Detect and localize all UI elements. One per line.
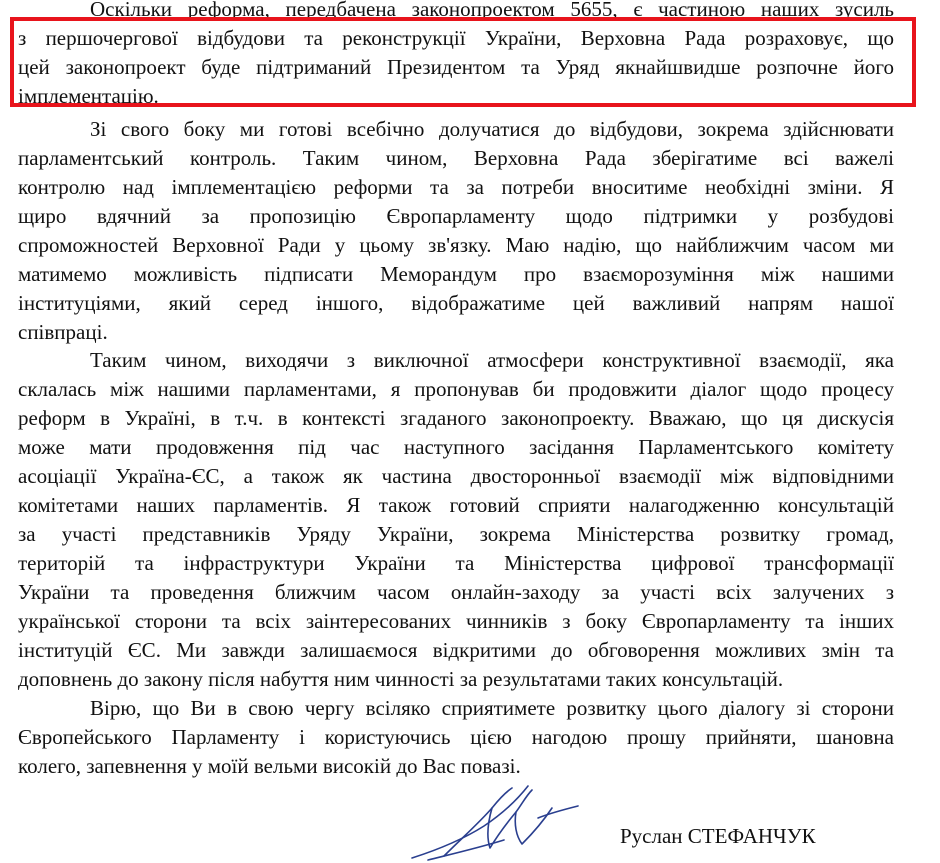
paragraph-3-line-10: української сторони та всіх заінтересованих чинників з боку Європарламенту та інших [18, 609, 894, 633]
highlight-box [10, 17, 916, 107]
paragraph-2-line-5: спроможностей Верховної Ради у цьому зв'язку. Маю надію, що найближчим часом ми [18, 233, 894, 257]
paragraph-1-line-2: з першочергової відбудови та реконструкції України, Верховна Рада розраховує, що [18, 26, 894, 50]
paragraph-3-line-7: за участі представників Уряду України, зокрема Міністерства розвитку громад, [18, 522, 894, 546]
paragraph-3-line-9: України та проведення ближчим часом онлайн-заходу за участі всіх залучених з [18, 580, 894, 604]
paragraph-4-line-2: Європейського Парламенту і користуючись цією нагодою прошу прийняти, шановна [18, 725, 894, 749]
paragraph-3-line-11: інституцій ЄС. Ми завжди залишаємося відкритими до обговорення можливих змін та [18, 638, 894, 662]
paragraph-3-line-3: реформ в Україні, в т.ч. в контексті згаданого законопроекту. Вважаю, що ця дискусія [18, 406, 894, 430]
paragraph-2-line-6: матимемо можливість підписати Меморандум про взаєморозуміння між нашими [18, 262, 894, 286]
paragraph-2-line-7: інституціями, який серед іншого, відображатиме цей важливий напрям нашої [18, 291, 894, 315]
paragraph-3-line-5: асоціації Україна-ЄС, а також як частина двосторонньої взаємодії між відповідними [18, 464, 894, 488]
paragraph-3-line-6: комітетами наших парламентів. Я також готовий сприяти налагодженню консультацій [18, 493, 894, 517]
paragraph-3-line-1: Таким чином, виходячи з виключної атмосфери конструктивної взаємодії, яка [90, 348, 894, 372]
paragraph-3-line-8: територій та інфраструктури України та Міністерства цифрової трансформації [18, 551, 894, 575]
paragraph-2-line-4: щиро вдячний за пропозицію Європарламенту щодо підтримки у розбудові [18, 204, 894, 228]
paragraph-3-line-12: доповнень до закону після набуття ним чинності за результатами таких консультацій. [18, 667, 784, 691]
paragraph-2-line-8: співпраці. [18, 320, 108, 344]
paragraph-2-line-1: Зі свого боку ми готові всебічно долучатися до відбудови, зокрема здійснювати [90, 117, 894, 141]
paragraph-3-line-2: склалась між нашими парламентами, я пропонував би продовжити діалог щодо процесу [18, 377, 894, 401]
paragraph-1-line-3: цей законопроект буде підтриманий Президентом та Уряд якнайшвидше розпочне його [18, 55, 894, 79]
paragraph-2-line-2: парламентський контроль. Таким чином, Верховна Рада зберігатиме всі важелі [18, 146, 894, 170]
paragraph-4-line-1: Вірю, що Ви в свою чергу всіляко сприятимете розвитку цього діалогу зі сторони [90, 696, 894, 720]
signatory-surname: СТЕФАНЧУК [687, 824, 816, 848]
paragraph-1-line-1: Оскільки реформа, передбачена законопроектом 5655, є частиною наших зусиль [90, 0, 894, 21]
paragraph-2-line-3: контролю над імплементацією реформи та за потреби вноситиме необхідні зміни. Я [18, 175, 894, 199]
handwritten-signature [392, 778, 592, 863]
signatory-name [620, 823, 816, 849]
paragraph-3-line-4: може мати продовження під час наступного засідання Парламентського комітету [18, 435, 894, 459]
paragraph-1-line-4: імплементацію. [18, 84, 159, 108]
signatory-first-name: Руслан [620, 824, 683, 848]
paragraph-4-line-3: колего, запевнення у моїй вельми високій до Вас повазі. [18, 754, 521, 778]
